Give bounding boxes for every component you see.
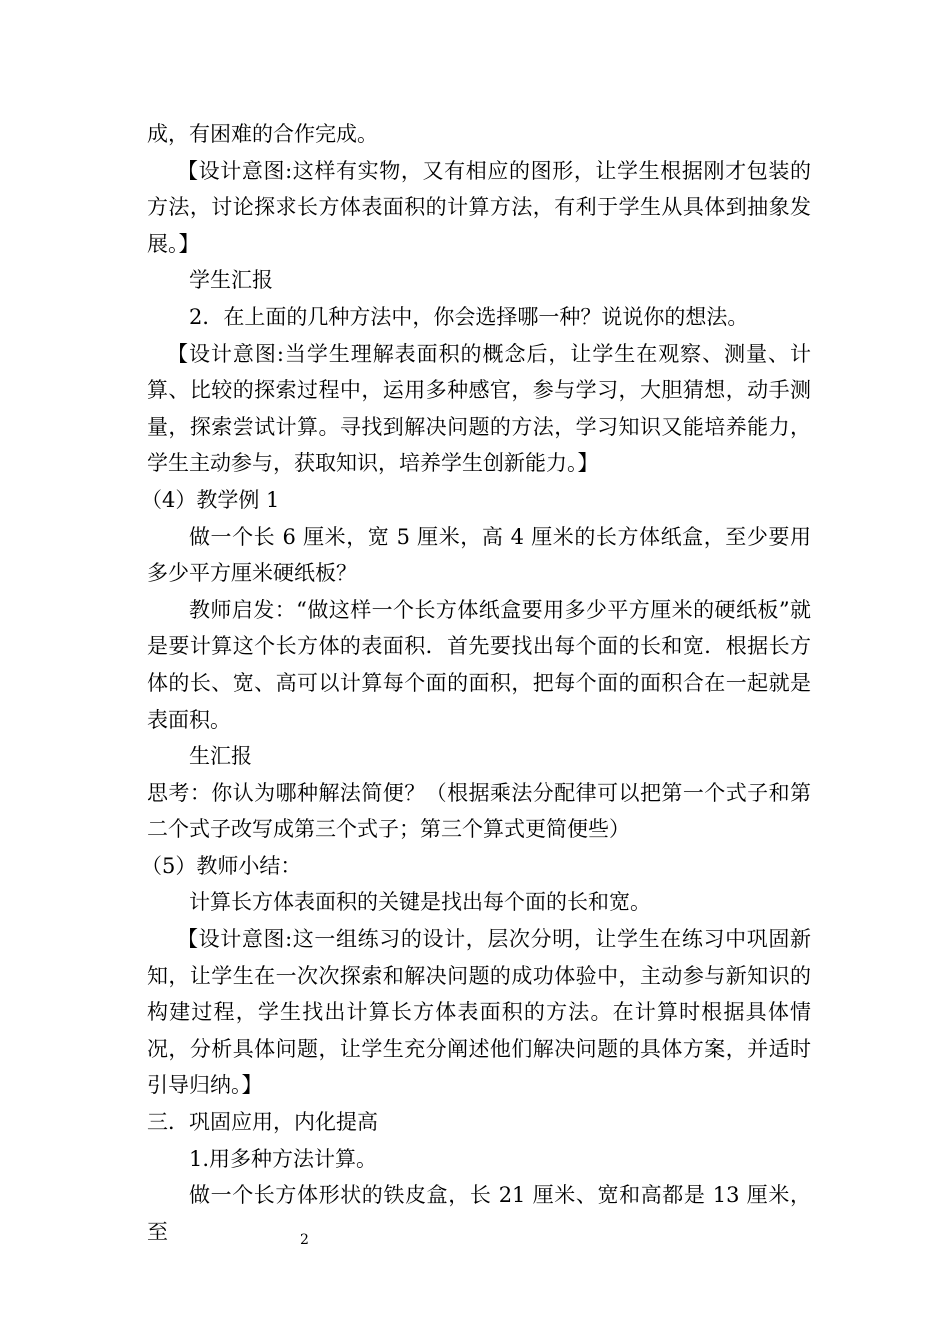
paragraph-thinking: 思考：你认为哪种解法简便？（根据乘法分配律可以把第一个式子和第二个式子改写成第三个式子；第三个算式更简便些） bbox=[147, 780, 811, 842]
body-text bbox=[141, 116, 811, 1250]
heading-example-1: （4）教学例 1 bbox=[141, 487, 280, 512]
paragraph-exercise-problem: 做一个长方体形状的铁皮盒，长 21 厘米、宽和高都是 13 厘米，至 bbox=[147, 1183, 811, 1244]
paragraph-student-report: 学生汇报 bbox=[189, 268, 273, 293]
heading-teacher-summary: （5）教师小结： bbox=[141, 853, 302, 878]
page-number: 2 bbox=[300, 1232, 309, 1248]
paragraph-example-problem: 做一个长 6 厘米，宽 5 厘米，高 4 厘米的长方体纸盒，至少要用多少平方厘米硬纸板？ bbox=[147, 524, 811, 586]
paragraph-exercise-1: 1.用多种方法计算。 bbox=[189, 1146, 378, 1171]
paragraph-1: 成，有困难的合作完成。 bbox=[147, 122, 378, 146]
paragraph-design-intent-3: 【设计意图:这一组练习的设计，层次分明，让学生在练习中巩固新知，让学生在一次次探索和解决问题的成功体验中，主动参与新知识的构建过程，学生找出计算长方体表面积的方法。在计算时根据具体情况，分析具体问题，让学生充分阐述他们解决问题的具体方案，并适时引导归纳。】 bbox=[147, 927, 811, 1098]
paragraph-summary: 计算长方体表面积的关键是找出每个面的长和宽。 bbox=[189, 890, 651, 915]
heading-section-3: 三．巩固应用，内化提高 bbox=[147, 1110, 378, 1135]
paragraph-teacher-hint: 教师启发：“做这样一个长方体纸盒要用多少平方厘米的硬纸板”就是要计算这个长方体的表面积．首先要找出每个面的长和宽．根据长方体的长、宽、高可以计算每个面的面积，把每个面的面积合在一起就是表面积。 bbox=[147, 597, 811, 732]
paragraph-student-report-2: 生汇报 bbox=[189, 744, 252, 769]
paragraph-question-2: 2．在上面的几种方法中，你会选择哪一种？说说你的想法。 bbox=[189, 304, 749, 329]
paragraph-design-intent-2: 【设计意图:当学生理解表面积的概念后，让学生在观察、测量、计算、比较的探索过程中，运用多种感官，参与学习，大胆猜想，动手测量，探索尝试计算。寻找到解决问题的方法，学习知识又能培养能力，学生主动参与，获取知识，培养学生创新能力。】 bbox=[147, 341, 811, 476]
paragraph-design-intent-1: 【设计意图:这样有实物，又有相应的图形，让学生根据刚才包装的方法，讨论探求长方体表面积的计算方法，有利于学生从具体到抽象发展。】 bbox=[147, 158, 811, 256]
